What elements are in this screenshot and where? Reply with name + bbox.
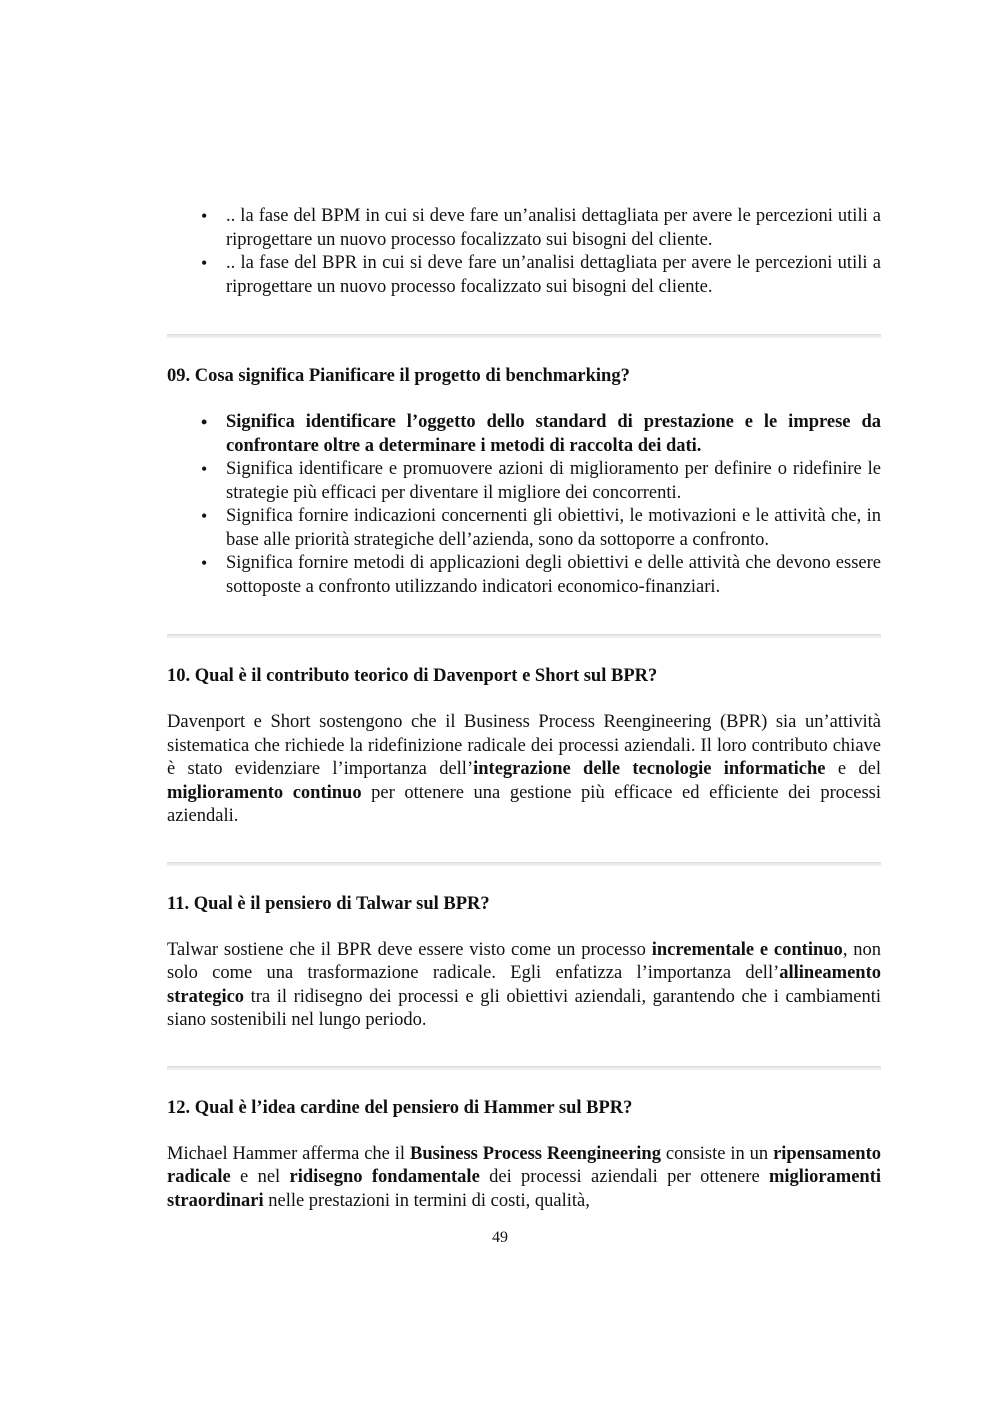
text-run: nelle prestazioni in termini di costi, qualità,: [263, 1190, 590, 1211]
text-run: e del: [825, 759, 881, 779]
bold-text-run: miglioramento continuo: [167, 782, 362, 803]
option-item: • Significa fornire metodi di applicazioni degli obiettivi e delle attività che devono essere sottoposte a confronto utilizzando indicatori economico-finanziari.: [167, 552, 881, 599]
text-run: Michael Hammer afferma che il: [167, 1143, 410, 1164]
question-title: 09. Cosa significa Pianificare il progetto di benchmarking?: [167, 366, 630, 386]
page-number: 49: [492, 1229, 508, 1246]
text-run: , non solo come una trasformazione radicale. Egli enfatizza l’importanza dell’: [167, 939, 881, 983]
question-title: 12. Qual è l’idea cardine del pensiero di Hammer sul BPR?: [167, 1097, 633, 1118]
text-run: consiste in un: [660, 1143, 774, 1164]
option-item-correct: • Significa identificare l’oggetto dello standard di prestazione e le imprese da confrontare oltre a determinare i metodi di raccolta dei dati.: [167, 411, 881, 458]
bold-text-run: ridisegno fondamentale: [289, 1167, 480, 1187]
bold-text-run: incrementale e continuo: [651, 939, 843, 960]
bold-text-run: integrazione delle tecnologie informatiche: [473, 759, 826, 779]
answer-paragraph: [167, 1143, 881, 1214]
option-item: • Significa identificare e promuovere azioni di miglioramento per definire o ridefinire le strategie più efficaci per diventare il migliore dei concorrenti.: [167, 458, 881, 505]
text-run: e nel: [230, 1167, 290, 1187]
question-title: 11. Qual è il pensiero di Talwar sul BPR?: [167, 893, 490, 914]
question-title: 10. Qual è il contributo teorico di Davenport e Short sul BPR?: [167, 666, 658, 686]
answer-paragraph: [167, 939, 881, 1033]
text-run: dei processi aziendali per ottenere: [479, 1167, 769, 1187]
answer-options-prev: [167, 205, 881, 299]
bold-text-run: allineamento strategico: [167, 963, 881, 1007]
answer-paragraph: [167, 711, 881, 829]
text-run: Talwar sostiene che il BPR deve essere visto come un processo: [167, 939, 652, 960]
option-item: • Significa fornire indicazioni concernenti gli obiettivi, le motivazioni e le attività che, in base alle priorità strategiche dell’azienda, sono da sottoporre a confronto.: [167, 505, 881, 552]
option-item: • .. la fase del BPR in cui si deve fare un’analisi dettagliata per avere le percezioni utili a riprogettare un nuovo processo focalizzato sui bisogni del cliente.: [167, 252, 881, 299]
page-content: [167, 205, 881, 1213]
answer-options: [167, 411, 881, 599]
bold-text-run: Business Process Reengineering: [409, 1143, 661, 1164]
bold-text-run: miglioramenti straordinari: [167, 1167, 882, 1211]
option-item: • .. la fase del BPM in cui si deve fare un’analisi dettagliata per avere le percezioni utili a riprogettare un nuovo processo focalizzato sui bisogni del cliente.: [167, 205, 881, 252]
bold-text-run: ripensamento radicale: [167, 1143, 881, 1187]
text-run: tra il ridisegno dei processi e gli obiettivi aziendali, garantendo che i cambiamenti siano sostenibili nel lungo periodo.: [167, 986, 881, 1030]
text-run: per ottenere una gestione più efficace ed efficiente dei processi aziendali.: [167, 782, 881, 826]
text-run: Davenport e Short sostengono che il Business Process Reengineering (BPR) sia un’attività sistematica che richiede la ridefinizione radicale dei processi aziendali. Il loro contributo chiave è stato evidenziare l’importanza dell’: [167, 712, 881, 779]
